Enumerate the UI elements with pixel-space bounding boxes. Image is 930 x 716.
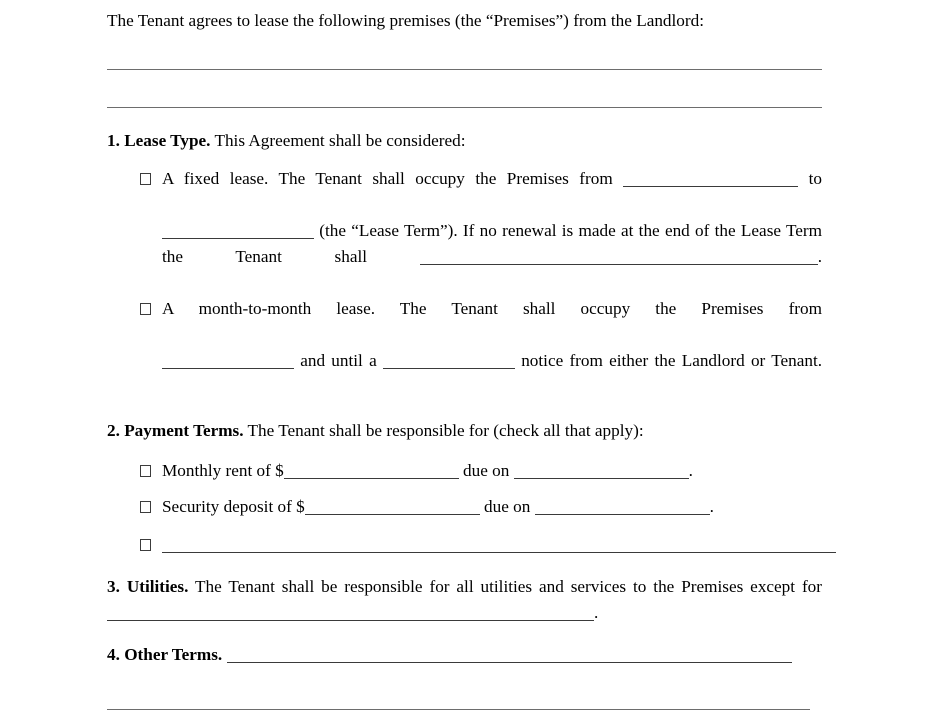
option-security-deposit-text-3: .	[709, 497, 714, 516]
option-other-payment[interactable]	[107, 532, 822, 558]
blank-security-deposit-due-date[interactable]	[535, 499, 710, 515]
section-3-trailing: .	[594, 603, 599, 622]
option-fixed-lease-text-3: (the “Lease Term”). If no renewal is made at the end of the Lease Term the Tenant shall	[162, 221, 822, 266]
rule-line	[107, 709, 810, 710]
option-monthly-rent-line	[162, 461, 693, 480]
blank-other-payment[interactable]	[162, 537, 836, 553]
section-3-number: 3.	[107, 577, 120, 596]
option-monthly-rent-text-1: Monthly rent of $	[162, 461, 284, 480]
option-security-deposit-body	[162, 494, 822, 520]
section-2-lead	[107, 418, 822, 444]
checkbox-month-to-month-icon[interactable]	[140, 303, 151, 315]
option-month-to-month-text-1: A month-to-month lease. The Tenant shall occupy the Premises from	[162, 299, 822, 318]
option-fixed-lease-line-2	[162, 221, 822, 292]
option-fixed-lease-text-1: A fixed lease. The Tenant shall occupy the Premises from	[162, 169, 613, 188]
premises-blank-line-1[interactable]	[107, 50, 822, 76]
blank-utilities-exceptions[interactable]	[107, 605, 594, 621]
blank-lease-start-date[interactable]	[623, 171, 798, 187]
option-month-to-month-body	[162, 296, 822, 400]
blank-monthly-rent-due-date[interactable]	[514, 463, 689, 479]
section-4-spacer	[107, 626, 822, 642]
section-3-spacer	[107, 558, 822, 574]
option-security-deposit-line	[162, 497, 714, 516]
section-1-options-spacer	[107, 154, 822, 166]
checkbox-monthly-rent-icon[interactable]	[140, 465, 151, 477]
option-fixed-lease-body	[162, 166, 822, 296]
section-3-heading: Utilities.	[126, 577, 189, 596]
blank-security-deposit-amount[interactable]	[305, 499, 480, 515]
section-1-number: 1.	[107, 131, 120, 150]
section-1-spacer	[107, 114, 822, 128]
payment-option-gap-2	[107, 520, 822, 532]
option-monthly-rent-body	[162, 458, 822, 484]
section-4-number: 4.	[107, 645, 120, 664]
option-month-to-month-line-2	[162, 351, 822, 396]
option-monthly-rent[interactable]	[107, 458, 822, 484]
premises-blank-line-2[interactable]	[107, 88, 822, 114]
option-monthly-rent-text-2: due on	[463, 461, 510, 480]
blank-lease-term-action[interactable]	[420, 249, 818, 265]
option-month-to-month-line-1	[162, 299, 822, 344]
blank-monthly-rent-amount[interactable]	[284, 463, 459, 479]
option-monthly-rent-text-3: .	[688, 461, 693, 480]
section-4-lead	[107, 642, 822, 668]
premises-line-gap	[107, 76, 822, 88]
option-fixed-lease-line-1	[162, 169, 822, 214]
rule-line	[107, 69, 822, 70]
option-fixed-lease-text-2: to	[808, 169, 823, 188]
option-other-payment-body	[162, 532, 836, 558]
section-1-lead-text: This Agreement shall be considered:	[214, 131, 466, 150]
section-4-line-gap	[107, 668, 822, 690]
section-1-lead	[107, 128, 822, 154]
checkbox-security-deposit-icon[interactable]	[140, 501, 151, 513]
section-2-spacer	[107, 400, 822, 418]
option-security-deposit-text-1: Security deposit of $	[162, 497, 305, 516]
section-2-number: 2.	[107, 421, 120, 440]
checkbox-other-payment-icon[interactable]	[140, 539, 151, 551]
section-1-heading: Lease Type.	[124, 131, 211, 150]
option-security-deposit[interactable]	[107, 494, 822, 520]
rule-line	[107, 107, 822, 108]
option-month-to-month-lease[interactable]	[107, 296, 822, 400]
section-2-heading: Payment Terms.	[124, 421, 244, 440]
section-3-lead-text: The Tenant shall be responsible for all utilities and services to the Premises except for	[195, 577, 822, 596]
intro-spacer	[107, 34, 822, 50]
blank-other-terms-line-1[interactable]	[227, 647, 792, 663]
option-month-to-month-text-2: and until a	[300, 351, 377, 370]
blank-mtm-notice-period[interactable]	[383, 353, 515, 369]
section-3-lead	[107, 574, 822, 626]
blank-mtm-start-date[interactable]	[162, 353, 294, 369]
other-terms-blank-line-2[interactable]	[107, 690, 822, 716]
section-2-options-spacer	[107, 444, 822, 458]
option-fixed-lease-text-4: .	[817, 247, 823, 266]
option-fixed-lease[interactable]	[107, 166, 822, 296]
payment-option-gap-1	[107, 484, 822, 494]
option-security-deposit-text-2: due on	[484, 497, 531, 516]
option-month-to-month-text-3: notice from either the Landlord or Tenant.	[521, 351, 823, 370]
section-2-lead-text: The Tenant shall be responsible for (check all that apply):	[247, 421, 644, 440]
top-spacer	[107, 0, 822, 8]
blank-lease-end-date[interactable]	[162, 223, 314, 239]
checkbox-fixed-lease-icon[interactable]	[140, 173, 151, 185]
section-4-heading: Other Terms.	[124, 645, 223, 664]
intro-paragraph: The Tenant agrees to lease the following premises (the “Premises”) from the Landlord:	[107, 11, 704, 30]
